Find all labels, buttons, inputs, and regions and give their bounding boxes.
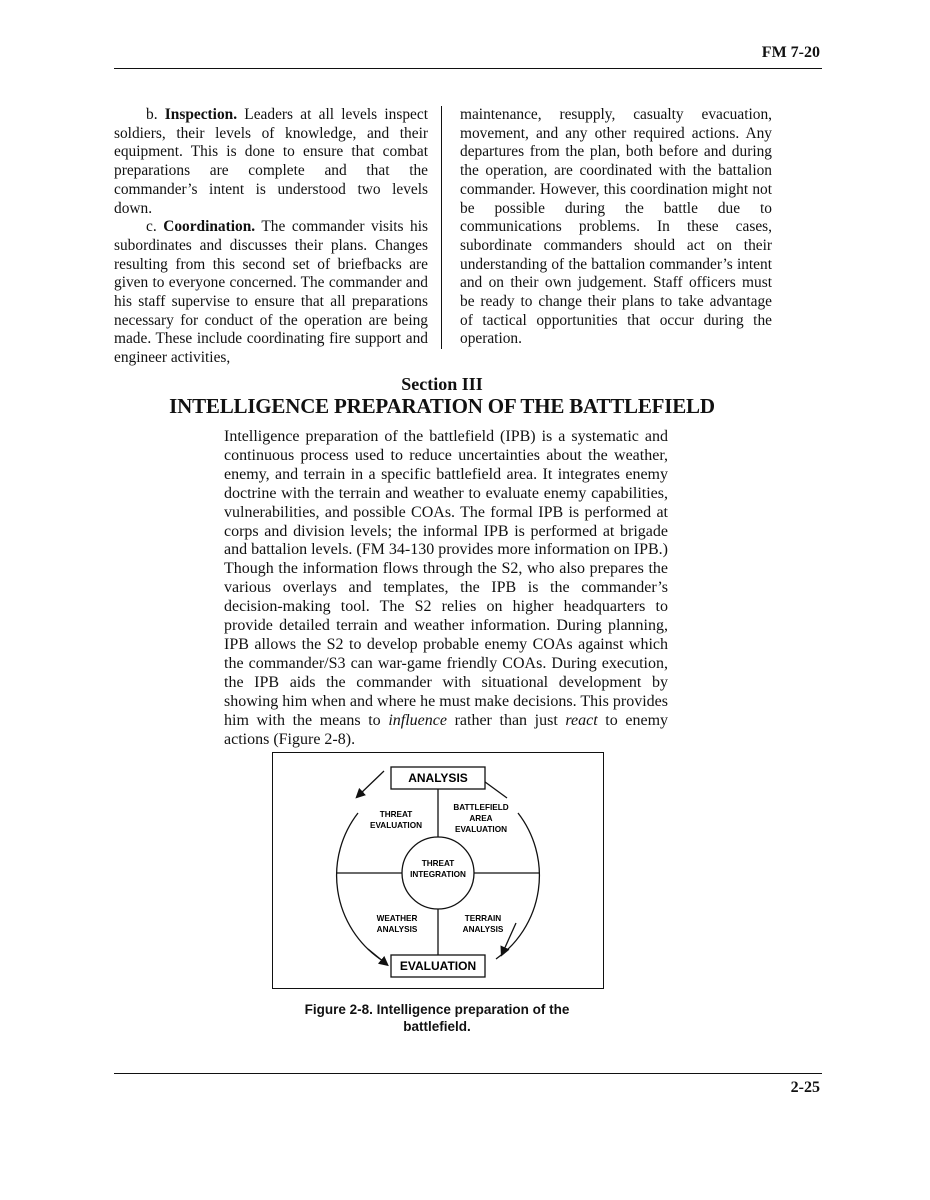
ipb-text-end: to enemy actions (Figure 2-8). — [224, 711, 669, 748]
figure-caption — [272, 1001, 602, 1035]
threat-evaluation-line1: THREAT — [379, 810, 413, 819]
terrain-analysis-line1: TERRAIN — [464, 914, 502, 923]
inspection-body: Leaders at all levels inspect soldiers, their levels of knowledge, and their equipment. This is done to ensure that combat preparations are complete and that the commander’s intent is understood two levels down. — [114, 106, 428, 217]
figure-caption-line1: Figure 2-8. Intelligence preparation of the — [304, 1002, 570, 1017]
header-rule — [114, 68, 822, 69]
ipb-emphasis-react: react — [565, 711, 598, 729]
arrow-from-evaluation-icon — [368, 949, 385, 963]
threat-evaluation-line2: EVALUATION — [369, 821, 423, 830]
cycle-arc-left — [337, 813, 380, 959]
inspection-heading: Inspection. — [164, 106, 238, 123]
cycle-arc-right — [496, 813, 539, 959]
left-column — [114, 106, 428, 368]
ipb-emphasis-influence: influence — [388, 711, 447, 729]
page-number: 2-25 — [790, 1079, 820, 1096]
threat-integration-line2: INTEGRATION — [410, 870, 466, 879]
coordination-paragraph — [114, 218, 428, 368]
section-title: INTELLIGENCE PREPARATION OF THE BATTLEFIELD — [169, 394, 715, 418]
battlefield-area-evaluation-line1: BATTLEFIELD — [453, 803, 509, 812]
right-column-text: maintenance, resupply, casualty evacuation, movement, and any other required actions. Any departures from the plan, both before and during the operation, are coordinated with the battalion commander. However, this coordination might not be possible during the battle due to communications problems. In these cases, subordinate commanders should act on their understanding of the battalion commander’s intent and on their own judgement. Staff officers must be ready to change their plans to take advantage of tactical opportunities that occur during the operation. — [460, 106, 772, 348]
weather-analysis-line1: WEATHER — [376, 914, 418, 923]
weather-analysis-line2: ANALYSIS — [376, 925, 418, 934]
ipb-text-middle: rather than just — [446, 711, 566, 729]
coordination-heading: Coordination. — [163, 218, 256, 236]
document-id-header: FM 7-20 — [761, 44, 820, 61]
figure-caption-line2: battlefield. — [403, 1019, 471, 1034]
ipb-figure — [272, 752, 604, 989]
threat-integration-line1: THREAT — [421, 859, 455, 868]
evaluation-label: EVALUATION — [399, 959, 477, 973]
arrow-to-threat-evaluation-icon — [359, 771, 384, 795]
inspection-paragraph — [114, 106, 428, 218]
section-label: Section III — [401, 374, 483, 394]
battlefield-area-evaluation-line2: AREA — [469, 814, 493, 823]
analysis-label: ANALYSIS — [408, 771, 468, 785]
ipb-text-main: Intelligence preparation of the battlefield (IPB) is a systematic and continuous process used to reduce uncertainties about the weather, enemy, and terrain in a specific battlefield area. It integrates enemy doctrine with the terrain and weather to evaluate enemy capabilities, vulnerabilities, and possible COAs. The formal IPB is performed at corps and division levels; the informal IPB is performed at brigade and battalion levels. (FM 34-130 provides more information on IPB.) Though the information flows through the S2, who also prepares the various overlays and templates, the IPB is the commander’s decision-making tool. The S2 relies on higher headquarters to provide detailed terrain and weather information. During planning, IPB allows the S2 to develop probable enemy COAs against which the commander/S3 can war-game friendly COAs. During execution, the IPB aids the commander with situational development by showing him when and where he must make decisions. This provides him with the means to — [224, 428, 668, 729]
coordination-label: c. — [146, 218, 164, 236]
battlefield-area-evaluation-line3: EVALUATION — [454, 825, 508, 834]
footer-rule — [114, 1073, 822, 1074]
ipb-paragraph — [224, 428, 668, 749]
ipb-cycle-diagram — [273, 753, 603, 988]
coordination-body: The commander visits his subordinates and discusses their plans. Changes resulting from this second set of briefbacks are given to everyone concerned. The commander and his staff supervise to ensure that all preparations necessary for conduct of the operation are being made. These include coordinating fire support and engineer activities, — [114, 218, 428, 367]
terrain-analysis-line2: ANALYSIS — [462, 925, 504, 934]
right-column — [460, 106, 772, 349]
column-divider — [441, 106, 442, 349]
inspection-label: b. — [146, 106, 165, 123]
